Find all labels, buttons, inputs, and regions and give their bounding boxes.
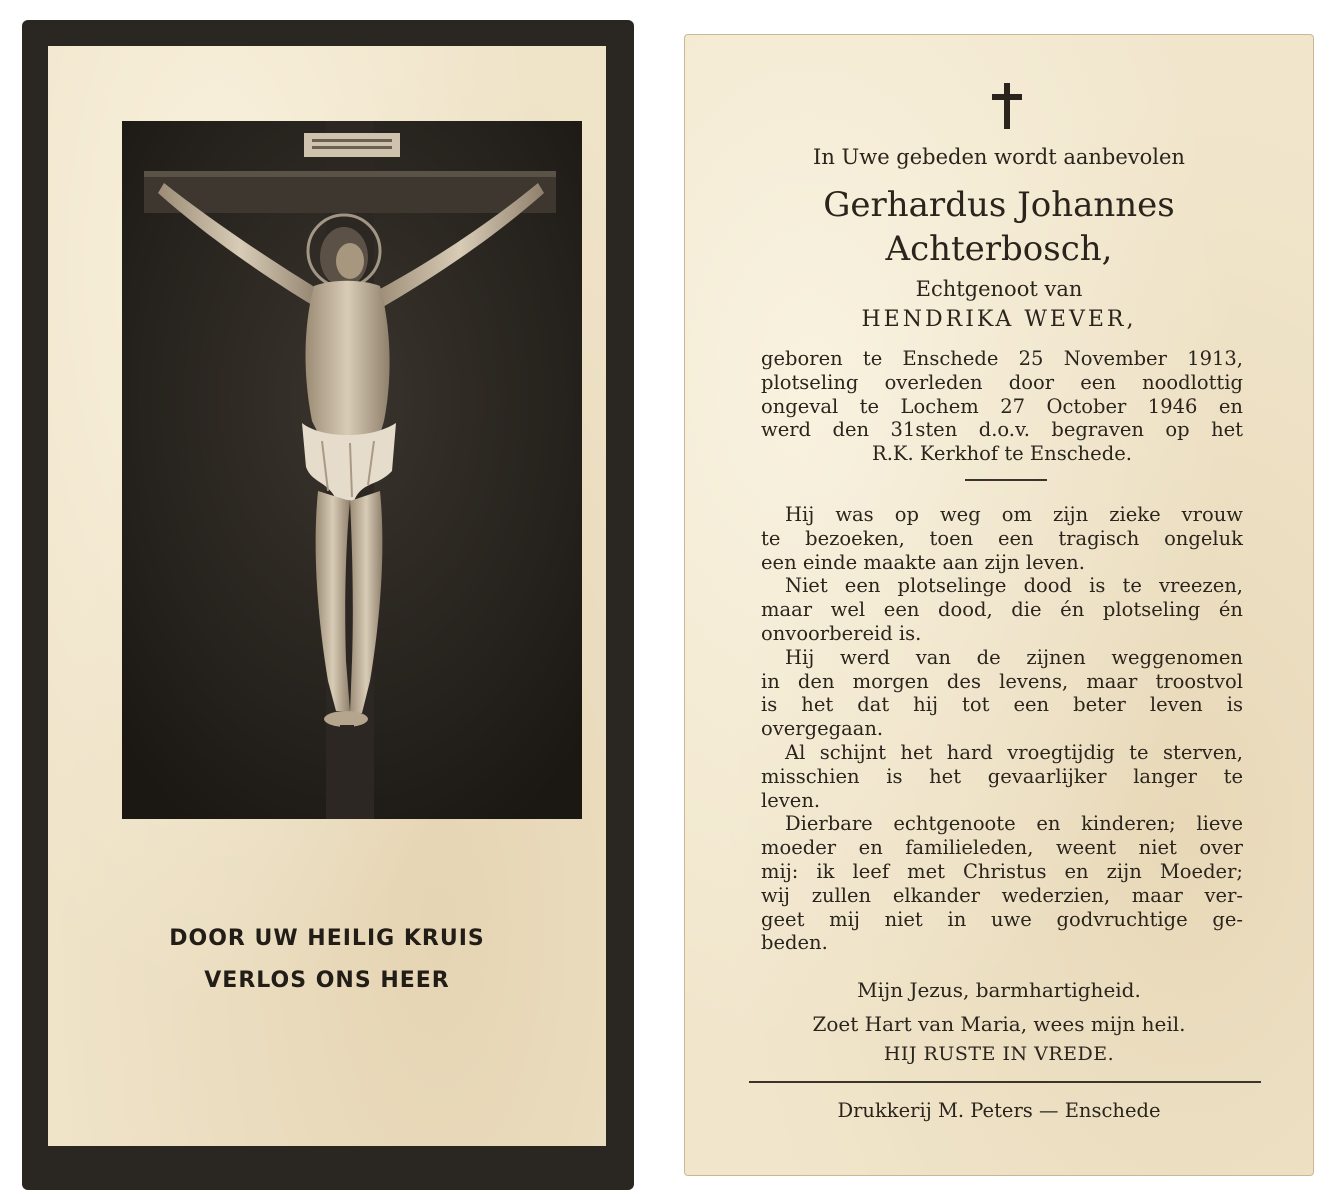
story-line: leven. <box>761 788 821 812</box>
spouse-label: Echtgenoot van <box>915 277 1083 301</box>
story-line: Niet een plotselinge dood is te vreezen, <box>785 574 1243 598</box>
story-line: maar wel een dood, die én plotseling én <box>761 598 1243 622</box>
crucifix-illustration <box>122 121 582 819</box>
birth-line: werd den 31sten d.o.v. begraven op het <box>761 418 1243 442</box>
story-line: misschien is het gevaarlijker langer te <box>761 764 1243 788</box>
story-line: in den morgen des levens, maar troostvol <box>761 669 1243 693</box>
caption-line-2: VERLOS ONS HEER <box>204 968 450 993</box>
story-line: wij zullen elkander wederzien, maar ver- <box>761 883 1243 907</box>
card-front-paper <box>48 46 606 1146</box>
story-line: is het dat hij tot een beter leven is <box>761 693 1243 717</box>
spouse-name: HENDRIKA WEVER, <box>861 307 1137 332</box>
birth-line: ongeval te Lochem 27 October 1946 en <box>761 394 1243 418</box>
prayer-line-1: Mijn Jezus, barmhartigheid. <box>857 978 1141 1002</box>
story-line: beden. <box>761 931 828 955</box>
story-line: onvoorbereid is. <box>761 621 922 645</box>
story-line: Hij werd van de zijnen weggenomen <box>785 645 1243 669</box>
memorial-card-front <box>22 20 634 1190</box>
memorial-card-back <box>684 34 1314 1176</box>
story-line: Dierbare echtgenoote en kinderen; lieve <box>785 812 1243 836</box>
birth-line: R.K. Kerkhof te Enschede. <box>872 442 1132 466</box>
caption-line-1: DOOR UW HEILIG KRUIS <box>169 926 485 951</box>
divider-long <box>749 1081 1261 1083</box>
story-line: Al schijnt het hard vroegtijdig te sterven, <box>785 740 1243 764</box>
story-line: geet mij niet in uwe godvruchtige ge- <box>761 907 1243 931</box>
birth-line: plotseling overleden door een noodlottig <box>761 370 1243 394</box>
story-line: mij: ik leef met Christus en zijn Moeder; <box>761 859 1243 883</box>
intro-text: In Uwe gebeden wordt aanbevolen <box>813 145 1185 169</box>
printer-credit: Drukkerij M. Peters — Enschede <box>837 1099 1161 1122</box>
story-line: te bezoeken, toen een tragisch ongeluk <box>761 526 1243 550</box>
deceased-name-last: Achterbosch, <box>885 229 1113 269</box>
cross-icon <box>990 83 1024 129</box>
divider-short <box>965 479 1047 481</box>
birth-line: geboren te Enschede 25 November 1913, <box>761 347 1243 370</box>
birth-death-paragraph <box>761 347 1243 466</box>
story-line: overgegaan. <box>761 717 884 741</box>
story-line: een einde maakte aan zijn leven. <box>761 550 1085 574</box>
crucifix-image <box>122 121 582 819</box>
story-line: moeder en familieleden, weent niet over <box>761 836 1243 860</box>
story-paragraph <box>761 503 1243 955</box>
deceased-name-first: Gerhardus Johannes <box>823 185 1175 225</box>
rest-in-peace: HIJ RUSTE IN VREDE. <box>883 1043 1115 1065</box>
story-line: Hij was op weg om zijn zieke vrouw <box>785 503 1243 526</box>
prayer-line-2: Zoet Hart van Maria, wees mijn heil. <box>812 1012 1186 1036</box>
